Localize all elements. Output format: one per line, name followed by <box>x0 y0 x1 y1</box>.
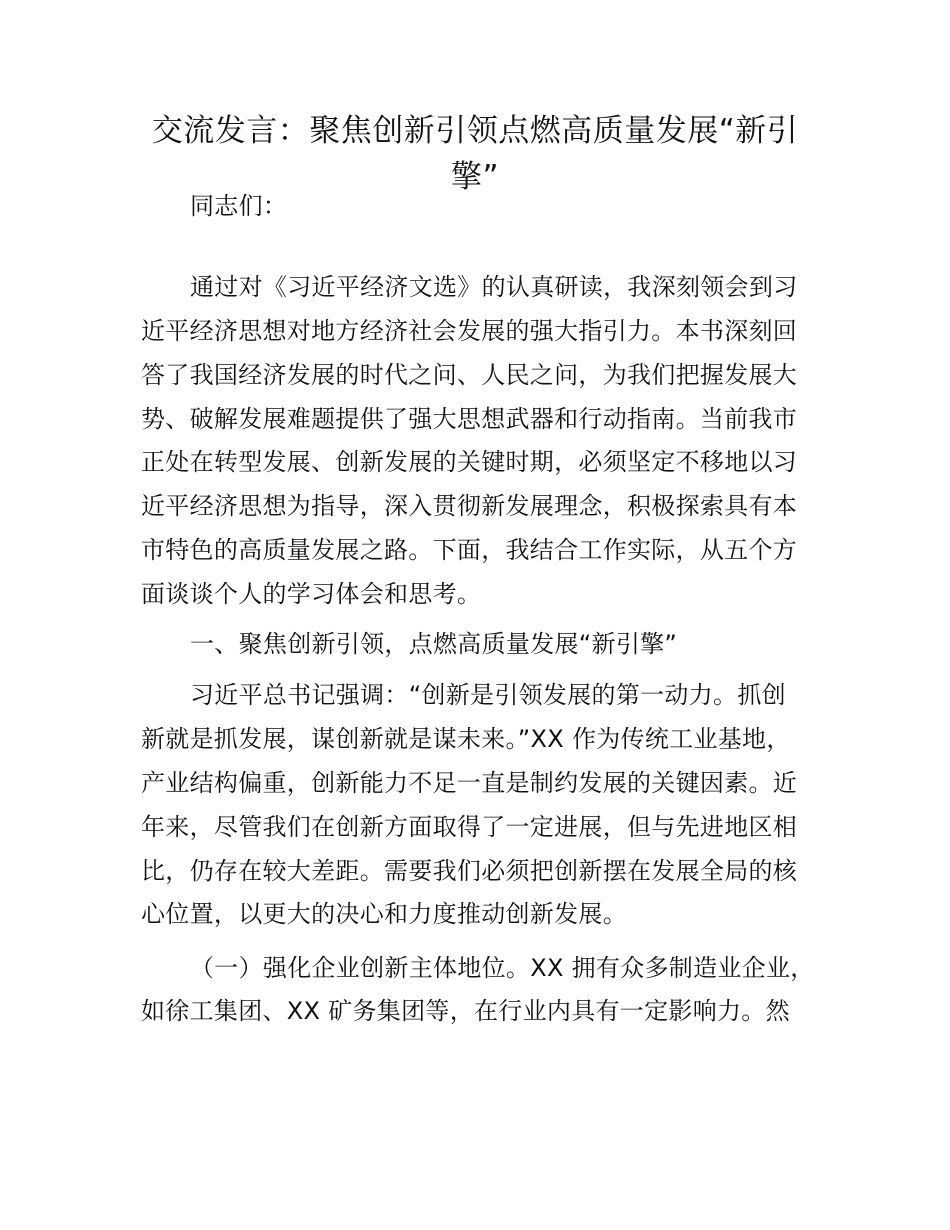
paragraph-line: 答了我国经济发展的时代之问、人民之问，为我们把握发展大 <box>141 361 798 389</box>
salutation: 同志们： <box>190 192 288 220</box>
section-heading-1: 一、聚焦创新引领，点燃高质量发展“新引擎” <box>190 630 678 658</box>
paragraph-line: 比，仍存在较大差距。需要我们必须把创新摆在发展全局的核 <box>141 857 798 885</box>
paragraph-line: 心位置，以更大的决心和力度推动创新发展。 <box>141 900 627 928</box>
paragraph-line: 近平经济思想对地方经济社会发展的强大指引力。本书深刻回 <box>141 317 798 345</box>
paragraph-line: 势、破解发展难题提供了强大思想武器和行动指南。当前我市 <box>141 405 798 433</box>
paragraph-line: 正处在转型发展、创新发展的关键时期，必须坚定不移地以习 <box>141 448 798 476</box>
paragraph-line: 如徐工集团、XX 矿务集团等，在行业内具有一定影响力。然 <box>141 997 790 1025</box>
document-title: 交流发言：聚焦创新引领点燃高质量发展“新引擎” <box>151 113 799 195</box>
paragraph-line: 年来，尽管我们在创新方面取得了一定进展，但与先进地区相 <box>141 813 798 841</box>
paragraph-line: 产业结构偏重，创新能力不足一直是制约发展的关键因素。近 <box>141 769 798 797</box>
paragraph-line: 市特色的高质量发展之路。下面，我结合工作实际，从五个方 <box>141 536 798 564</box>
paragraph-line: 面谈谈个人的学习体会和思考。 <box>141 580 482 608</box>
paragraph-line: 通过对《习近平经济文选》的认真研读，我深刻领会到习 <box>190 273 798 301</box>
paragraph-line: 习近平总书记强调：“创新是引领发展的第一动力。抓创 <box>190 681 786 709</box>
paragraph-line: 近平经济思想为指导，深入贯彻新发展理念，积极探索具有本 <box>141 492 798 520</box>
paragraph-line: （一）强化企业创新主体地位。XX 拥有众多制造业企业， <box>190 954 815 982</box>
paragraph-line: 新就是抓发展，谋创新就是谋未来。”XX 作为传统工业基地， <box>141 725 791 753</box>
